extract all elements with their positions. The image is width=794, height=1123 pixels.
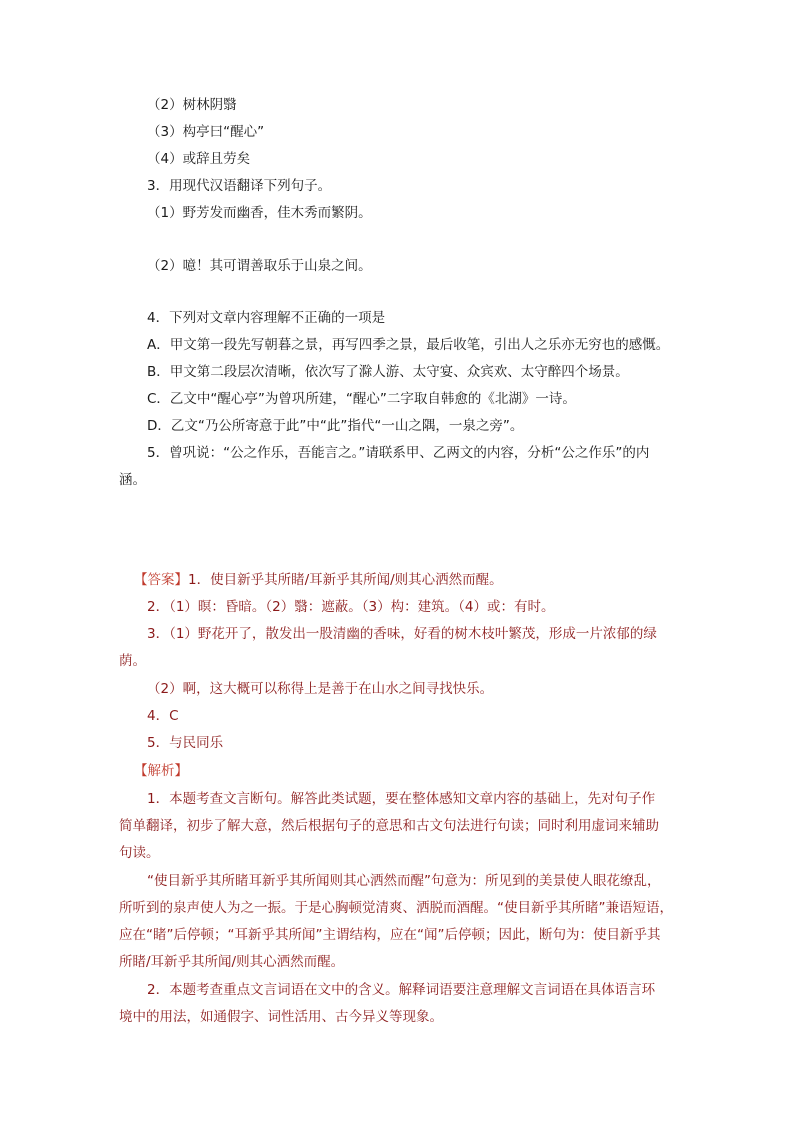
- analysis-p1-line-1: 1．本题考查文言断句。解答此类试题，要在整体感知文章内容的基础上，先对句子作: [147, 791, 656, 807]
- analysis-p2-line-1: “使目新乎其所睹耳新乎其所闻则其心洒然而醒”句意为：所见到的美景使人眼花缭乱，: [147, 873, 661, 889]
- q3-item-1: （1）野芳发而幽香，佳木秀而繁阴。: [147, 205, 372, 221]
- answer-1: 1．使目新乎其所睹/耳新乎其所闻/则其心洒然而醒。: [188, 572, 503, 588]
- answer-4: 4．C: [147, 708, 179, 724]
- answer-5: 5．与民同乐: [147, 735, 224, 751]
- answer-3-item-2: （2）啊，这大概可以称得上是善于在山水之间寻找快乐。: [147, 681, 494, 697]
- q2-item-3: （3）构亭曰“醒心”: [147, 124, 265, 140]
- q4-option-b: B．甲文第二段层次清晰，依次写了滁人游、太守宴、众宾欢、太守醉四个场景。: [147, 364, 629, 380]
- analysis-tag: 【解析】: [134, 763, 188, 779]
- q4-option-c: C．乙文中“醒心亭”为曾巩所建，“醒心”二字取自韩愈的《北湖》一诗。: [147, 391, 576, 407]
- q3-item-2: （2）噫！其可谓善取乐于山泉之间。: [147, 258, 372, 274]
- analysis-p2-line-4: 所睹/耳新乎其所闻/则其心洒然而醒。: [119, 954, 345, 970]
- q5-line-1: 5．曾巩说：“公之作乐，吾能言之。”请联系甲、乙两文的内容，分析“公之作乐”的内: [147, 445, 650, 461]
- answer-2: 2．（1）暝：昏暗。（2）翳：遮蔽。（3）构：建筑。（4）或：有时。: [147, 599, 555, 615]
- answer-line-1: [134, 571, 503, 589]
- answer-tag: 【答案】: [134, 572, 188, 588]
- q4-title: 4．下列对文章内容理解不正确的一项是: [147, 310, 386, 326]
- q2-item-2: （2）树林阴翳: [147, 97, 237, 113]
- analysis-p2-line-2: 所听到的泉声使人为之一振。于是心胸顿觉清爽、洒脱而酒醒。“使目新乎其所睹”兼语短语，: [119, 900, 673, 916]
- analysis-p3-line-2: 境中的用法，如通假字、词性活用、古今异义等现象。: [119, 1009, 443, 1025]
- analysis-p1-line-2: 简单翻译，初步了解大意，然后根据句子的意思和古文句法进行句读；同时利用虚词来辅助: [119, 818, 659, 834]
- q5-line-2: 涵。: [119, 472, 146, 488]
- q3-title: 3．用现代汉语翻译下列句子。: [147, 178, 332, 194]
- analysis-p2-line-3: 应在“睹”后停顿；“耳新乎其所闻”主谓结构，应在“闻”后停顿；因此，断句为：使目新乎其: [119, 927, 661, 943]
- analysis-p1-line-3: 句读。: [119, 845, 160, 861]
- q4-option-a: A．甲文第一段先写朝暮之景，再写四季之景，最后收笔，引出人之乐亦无穷也的感慨。: [147, 337, 670, 353]
- q2-item-4: （4）或辞且劳矣: [147, 151, 251, 167]
- analysis-p3-line-1: 2．本题考查重点文言词语在文中的含义。解释词语要注意理解文言词语在具体语言环: [147, 982, 656, 998]
- answer-3-line-1: 3．（1）野花开了，散发出一股清幽的香味，好看的树木枝叶繁茂，形成一片浓郁的绿: [147, 626, 657, 642]
- q4-option-d: D．乙文“乃公所寄意于此”中“此”指代“一山之隅，一泉之旁”。: [147, 418, 524, 434]
- answer-3-line-2: 荫。: [119, 653, 146, 669]
